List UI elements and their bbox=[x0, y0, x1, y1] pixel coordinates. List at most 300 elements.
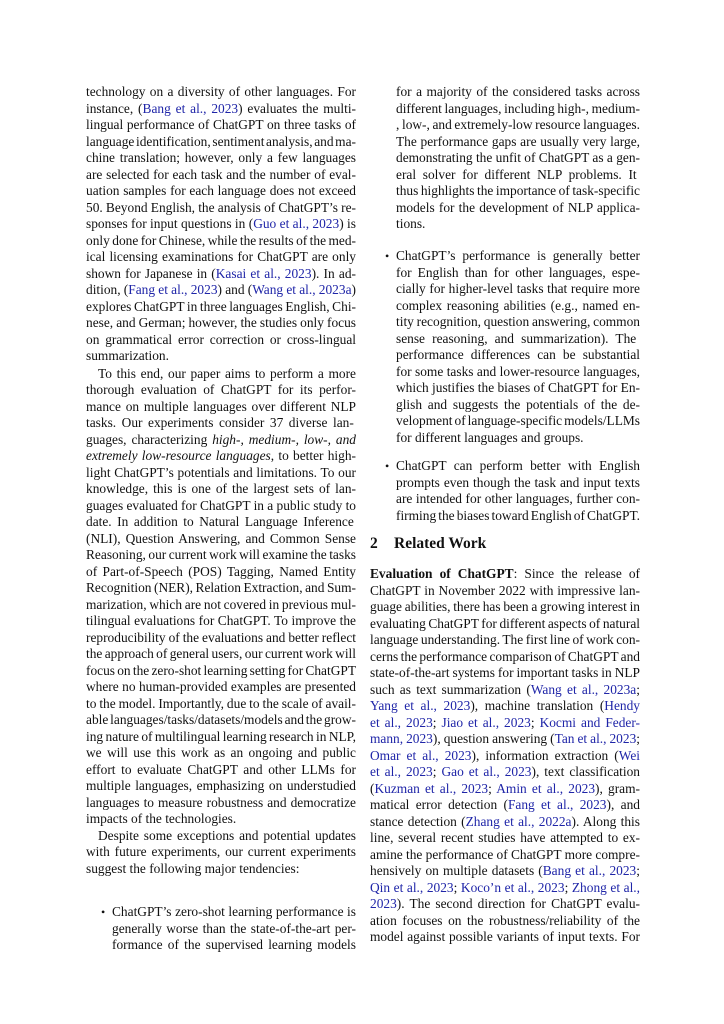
text-line bbox=[396, 347, 640, 364]
text-line-content bbox=[370, 649, 640, 666]
text-line-content bbox=[86, 117, 356, 134]
text-run: ). The second direction for ChatGPT evalu- bbox=[396, 896, 640, 911]
text-run: light ChatGPT’s potentials and limitations. To our bbox=[86, 464, 356, 480]
text-run: ; bbox=[453, 879, 461, 895]
text-run: ). Along this bbox=[571, 813, 640, 829]
citation-link[interactable]: Kuzman et al., 2023 bbox=[374, 780, 489, 796]
text-line bbox=[86, 679, 356, 696]
text-run: only done for Chinese, while the results of the med- bbox=[86, 232, 356, 248]
text-line-content bbox=[396, 200, 640, 217]
text-run: are intended for other languages, further con- bbox=[396, 491, 640, 506]
text-line-content bbox=[86, 448, 356, 465]
text-line-content bbox=[396, 458, 640, 475]
text-line bbox=[86, 663, 356, 680]
text-line-content bbox=[370, 731, 640, 748]
text-line bbox=[86, 514, 356, 531]
text-run: for English than for other languages, espe- bbox=[396, 264, 640, 280]
text-line-content bbox=[86, 150, 356, 167]
citation-link[interactable]: Hendy bbox=[604, 698, 640, 713]
text-line-content bbox=[86, 745, 356, 762]
text-line bbox=[370, 797, 640, 814]
text-line-content bbox=[86, 282, 356, 299]
text-line-content bbox=[396, 150, 640, 167]
text-run: eral solver for different NLP problems. It bbox=[396, 166, 637, 182]
text-line-content bbox=[98, 366, 356, 383]
text-run: ), and bbox=[606, 797, 640, 812]
text-line-content bbox=[370, 583, 640, 600]
text-run: ChatGPT’s performance is generally better bbox=[396, 248, 640, 263]
text-run: chine translation; however, only a few languages bbox=[86, 150, 356, 165]
text-run: performance differences can be substantial bbox=[396, 347, 640, 362]
text-line bbox=[370, 781, 640, 798]
citation-link[interactable]: Fang et al., 2023 bbox=[128, 282, 218, 297]
citation-link[interactable]: Guo et al., 2023 bbox=[253, 216, 340, 231]
text-run: multiple languages, emphasizing on understudied bbox=[86, 778, 356, 793]
text-line bbox=[396, 265, 640, 282]
text-line bbox=[86, 745, 356, 762]
text-run: impacts of the technologies. bbox=[86, 811, 237, 826]
text-line-content bbox=[86, 382, 356, 399]
text-run: amine the performance of ChatGPT more compre- bbox=[370, 846, 640, 862]
citation-link[interactable]: Kocmi and Feder- bbox=[539, 714, 640, 730]
text-line bbox=[370, 715, 640, 732]
text-run: ), machine translation ( bbox=[470, 698, 605, 713]
text-line-content bbox=[86, 233, 356, 250]
text-line bbox=[396, 216, 640, 233]
text-line bbox=[370, 583, 640, 600]
text-run: tity recognition, question answering, common bbox=[396, 314, 640, 329]
text-run: (NLI), Question Answering, and Common Sense bbox=[86, 530, 356, 546]
text-line bbox=[370, 698, 640, 715]
text-line bbox=[370, 863, 640, 880]
text-run: with future experiments, our current experiments bbox=[86, 844, 356, 859]
text-run: the approach of general users, our current work will bbox=[86, 646, 356, 661]
text-run: languages to measure robustness and democratize bbox=[86, 794, 356, 810]
text-run: state-of-the-art systems for important tasks in NLP bbox=[370, 665, 640, 680]
text-run: lingual performance of ChatGPT on three tasks of bbox=[86, 117, 356, 132]
text-line bbox=[370, 566, 640, 583]
text-line-content bbox=[86, 646, 356, 663]
text-run: Recognition (NER), Relation Extraction, and Sum- bbox=[86, 580, 356, 595]
text-line-content bbox=[396, 117, 640, 134]
text-line bbox=[86, 597, 356, 614]
text-line bbox=[86, 712, 356, 729]
text-line-content bbox=[370, 830, 640, 847]
text-run: dition, ( bbox=[86, 282, 129, 297]
text-line bbox=[112, 921, 356, 938]
text-line-content bbox=[396, 134, 640, 151]
text-line bbox=[86, 216, 356, 233]
text-run: ), information extraction ( bbox=[471, 747, 619, 763]
text-line bbox=[86, 778, 356, 795]
text-run: suggest the following major tendencies: bbox=[86, 860, 300, 876]
text-line bbox=[86, 167, 356, 184]
italic-text: high-, medium-, low-, and bbox=[212, 431, 356, 447]
text-line bbox=[396, 101, 640, 118]
text-run: tions. bbox=[396, 216, 426, 231]
text-line bbox=[396, 413, 640, 430]
text-line-content bbox=[370, 913, 640, 930]
text-line-content bbox=[112, 904, 356, 921]
text-run: instance, ( bbox=[86, 100, 143, 116]
text-line bbox=[86, 101, 356, 118]
text-run: on grammatical error correction or cross-lingual bbox=[86, 331, 356, 347]
text-line-content bbox=[396, 281, 640, 298]
text-line bbox=[370, 814, 640, 831]
text-run: sponses for input questions in ( bbox=[86, 216, 254, 231]
text-line bbox=[86, 646, 356, 663]
text-line-content bbox=[370, 715, 640, 732]
text-line bbox=[370, 847, 640, 864]
text-run: explores ChatGPT in three languages English, Chi- bbox=[86, 298, 356, 314]
bullet-icon: • bbox=[385, 249, 390, 263]
citation-link[interactable]: Zhong et al., bbox=[571, 879, 640, 895]
text-run: Despite some exceptions and potential updates bbox=[98, 827, 356, 843]
text-line-content bbox=[396, 380, 640, 397]
citation-link[interactable]: mann, 2023 bbox=[370, 731, 433, 746]
citation-link[interactable]: Tan et al., 2023 bbox=[554, 731, 637, 746]
text-run: sense reasoning, and summarization). The bbox=[396, 330, 637, 346]
text-line bbox=[396, 475, 640, 492]
section-number: 2 bbox=[370, 535, 378, 552]
text-line-content bbox=[396, 84, 640, 101]
text-line bbox=[370, 748, 640, 765]
text-line-content bbox=[86, 547, 356, 564]
text-line-content bbox=[86, 167, 356, 184]
text-line bbox=[370, 599, 640, 616]
text-run: thorough evaluation of ChatGPT for its perfor- bbox=[86, 382, 356, 397]
text-run: ) is bbox=[339, 216, 356, 231]
text-line-content bbox=[370, 566, 640, 583]
text-line bbox=[396, 134, 640, 151]
text-run: demonstrating the unfit of ChatGPT as a gen- bbox=[396, 150, 640, 165]
citation-link[interactable]: et al., 2023 bbox=[370, 714, 433, 730]
text-line-content bbox=[86, 84, 356, 101]
text-run: ). In ad- bbox=[311, 265, 356, 281]
citation-link[interactable]: Yang et al., 2023 bbox=[370, 698, 471, 713]
citation-link[interactable]: Amin et al., 2023 bbox=[496, 780, 596, 796]
tendency-bullet-1-continued bbox=[370, 84, 640, 233]
text-run: ; bbox=[432, 714, 442, 730]
text-line bbox=[86, 183, 356, 200]
text-line bbox=[370, 830, 640, 847]
text-line-content bbox=[396, 265, 640, 282]
text-line-content bbox=[396, 298, 640, 315]
text-line-content bbox=[86, 663, 356, 680]
text-line-content bbox=[86, 844, 356, 861]
text-line-content bbox=[370, 896, 640, 913]
text-run: technology on a diversity of other languages. For bbox=[86, 84, 356, 99]
text-run: for some tasks and lower-resource languages, bbox=[396, 363, 640, 379]
text-line bbox=[86, 249, 356, 266]
citation-link[interactable]: et al., 2023 bbox=[370, 764, 433, 779]
text-line bbox=[86, 84, 356, 101]
text-run: ChatGPT can perform better with English bbox=[396, 458, 640, 473]
text-line bbox=[396, 458, 640, 475]
citation-link[interactable]: Bang et al., 2023 bbox=[142, 100, 239, 116]
text-run: To this end, our paper aims to perform a more bbox=[98, 365, 356, 381]
text-line bbox=[396, 397, 640, 414]
text-line bbox=[86, 844, 356, 861]
text-run: velopment of language-specific models/LLMs bbox=[396, 413, 640, 428]
text-run: guages evaluated for ChatGPT in a public study to bbox=[86, 497, 356, 513]
text-run: guage abilities, there has been a growing interest in bbox=[370, 599, 640, 614]
tendency-bullet-1 bbox=[86, 904, 356, 954]
text-line-content bbox=[86, 597, 356, 614]
text-line bbox=[86, 811, 356, 828]
text-line bbox=[112, 937, 356, 954]
text-line bbox=[86, 150, 356, 167]
intro-paragraph-3 bbox=[86, 828, 356, 878]
text-run: where no human-provided examples are presented bbox=[86, 679, 356, 694]
text-line-content bbox=[396, 216, 425, 233]
text-line-content bbox=[396, 101, 640, 118]
text-line-content bbox=[86, 299, 356, 316]
intro-paragraph-1 bbox=[86, 84, 356, 365]
text-line-content bbox=[370, 599, 640, 616]
text-line bbox=[370, 731, 640, 748]
text-run: ChatGPT’s zero-shot learning performance is bbox=[112, 904, 356, 919]
text-run: The performance gaps are usually very large, bbox=[396, 133, 640, 149]
text-line-content bbox=[370, 698, 640, 715]
citation-link[interactable]: Wang et al., 2023a bbox=[530, 681, 637, 697]
text-line bbox=[86, 762, 356, 779]
text-run: shown for Japanese in ( bbox=[86, 265, 216, 281]
text-line bbox=[396, 200, 640, 217]
text-line-content bbox=[370, 847, 640, 864]
text-run: uation samples for each language does not exceed bbox=[86, 183, 356, 198]
text-run: such as text summarization ( bbox=[370, 681, 531, 697]
text-line bbox=[86, 498, 356, 515]
text-line bbox=[86, 315, 356, 332]
text-line bbox=[86, 795, 356, 812]
text-run: effort to evaluate ChatGPT and other LLMs for bbox=[86, 761, 356, 777]
text-run: able languages/tasks/datasets/models and the grow- bbox=[86, 712, 356, 727]
text-line bbox=[396, 248, 640, 265]
citation-link[interactable]: Zhang et al., 2022a bbox=[465, 813, 572, 829]
text-run: prompts even though the task and input texts bbox=[396, 474, 640, 490]
text-line bbox=[396, 281, 640, 298]
text-line bbox=[112, 904, 356, 921]
text-run: thus highlights the importance of task-specific bbox=[396, 183, 640, 198]
text-line bbox=[86, 696, 356, 713]
text-line-content bbox=[370, 665, 640, 682]
text-run: are selected for each task and the number of eval- bbox=[86, 166, 356, 182]
tendency-bullet-2 bbox=[370, 248, 640, 446]
text-line-content bbox=[370, 814, 640, 831]
text-run: glish and suggests the potentials of the de- bbox=[396, 396, 640, 412]
text-line-content bbox=[396, 475, 640, 492]
text-run: formance of the supervised learning models bbox=[112, 937, 356, 952]
text-line bbox=[370, 896, 640, 913]
italic-text: extremely low-resource languages bbox=[86, 448, 271, 463]
text-line-content bbox=[396, 167, 637, 184]
text-run: ical licensing examinations for ChatGPT are only bbox=[86, 249, 356, 264]
text-run: cially for higher-level tasks that require more bbox=[396, 281, 640, 296]
text-line bbox=[396, 331, 640, 348]
text-line bbox=[86, 580, 356, 597]
text-line bbox=[86, 332, 356, 349]
text-line bbox=[370, 880, 640, 897]
text-line bbox=[86, 415, 356, 432]
text-line bbox=[396, 508, 640, 525]
text-line-content bbox=[86, 216, 356, 233]
citation-link[interactable]: 2023 bbox=[370, 896, 397, 911]
text-line-content bbox=[86, 134, 356, 151]
text-run: different languages, including high-, medium- bbox=[396, 100, 640, 116]
bullet-icon: • bbox=[101, 905, 106, 919]
text-line-content bbox=[396, 413, 640, 430]
text-line-content bbox=[370, 748, 640, 765]
text-run: of Part-of-Speech (POS) Tagging, Named Entity bbox=[86, 563, 356, 579]
text-line-content bbox=[370, 682, 640, 699]
text-line-content bbox=[86, 332, 356, 349]
text-line bbox=[86, 382, 356, 399]
citation-link[interactable]: Bang et al., 2023 bbox=[542, 863, 637, 878]
text-line bbox=[396, 491, 640, 508]
text-line-content bbox=[370, 880, 640, 897]
text-run: summarization. bbox=[86, 348, 169, 363]
text-run: ; bbox=[636, 681, 640, 697]
text-line bbox=[86, 448, 356, 465]
text-line-content bbox=[86, 101, 356, 118]
text-line bbox=[86, 613, 356, 630]
text-run: ), question answering ( bbox=[432, 731, 555, 746]
text-line bbox=[86, 861, 356, 878]
text-line-content bbox=[370, 632, 640, 649]
text-run: which justifies the biases of ChatGPT for En- bbox=[396, 380, 640, 395]
text-line bbox=[86, 134, 356, 151]
text-line-content bbox=[86, 498, 356, 515]
text-line-content bbox=[370, 797, 640, 814]
text-line-content bbox=[86, 399, 356, 416]
text-line bbox=[86, 531, 356, 548]
intro-paragraph-2 bbox=[86, 366, 356, 828]
text-run: , low-, and extremely-low resource languages. bbox=[396, 117, 640, 132]
text-line-content bbox=[86, 415, 354, 432]
text-run: nese, and German; however, the studies only focus bbox=[86, 315, 356, 330]
citation-link[interactable]: Jiao et al., 2023 bbox=[441, 714, 531, 730]
text-run: for a majority of the considered tasks across bbox=[396, 84, 640, 99]
text-line-content bbox=[112, 921, 356, 938]
text-line bbox=[370, 929, 640, 946]
text-run: 50. Beyond English, the analysis of ChatGPT’s re- bbox=[86, 199, 356, 215]
citation-link[interactable]: Wei bbox=[618, 747, 640, 763]
text-line-content bbox=[86, 861, 299, 878]
text-line-content bbox=[396, 248, 640, 265]
text-line bbox=[396, 150, 640, 167]
text-line-content bbox=[396, 491, 640, 508]
text-run: model against possible variants of input texts. For bbox=[370, 929, 640, 944]
text-run: ), text classification bbox=[531, 764, 640, 779]
text-run: marization, which are not covered in previous mul- bbox=[86, 596, 356, 612]
text-line bbox=[370, 682, 640, 699]
text-run: firming the biases toward English of ChatGPT. bbox=[396, 507, 640, 523]
text-line bbox=[86, 299, 356, 316]
text-run: knowledge, this is one of the largest sets of lan- bbox=[86, 481, 356, 496]
text-run: complex reasoning abilities (e.g., named en- bbox=[396, 297, 640, 313]
text-line-content bbox=[370, 781, 640, 798]
text-run: date. In addition to Natural Language Inference bbox=[86, 514, 354, 529]
citation-link[interactable]: Kasai et al., 2023 bbox=[215, 265, 312, 281]
text-run: Reasoning, our current work will examine the tasks bbox=[86, 547, 356, 562]
text-run: ChatGPT in November 2022 with impressive lan- bbox=[370, 582, 640, 598]
text-line-content bbox=[370, 863, 640, 880]
text-line bbox=[396, 314, 640, 331]
text-line-content bbox=[86, 432, 356, 449]
text-run: ), gram- bbox=[595, 780, 640, 796]
text-line bbox=[396, 380, 640, 397]
citation-link[interactable]: Gao et al., 2023 bbox=[441, 764, 532, 779]
text-line bbox=[396, 167, 640, 184]
text-run: hensively on multiple datasets ( bbox=[370, 863, 543, 878]
text-line bbox=[86, 630, 356, 647]
text-line-content bbox=[396, 364, 640, 381]
citation-link[interactable]: Koco’n et al., 2023 bbox=[460, 879, 565, 895]
text-run: ; bbox=[564, 879, 572, 895]
text-line bbox=[86, 366, 356, 383]
citation-link[interactable]: Fang et al., 2023 bbox=[507, 797, 607, 812]
text-line bbox=[86, 200, 356, 217]
text-run: tasks. Our experiments consider 37 diverse lan- bbox=[86, 415, 354, 430]
text-line-content bbox=[396, 430, 584, 447]
text-run: we will use this work as an ongoing and public bbox=[86, 745, 356, 760]
text-line-content bbox=[86, 795, 356, 812]
text-line-content bbox=[396, 331, 636, 348]
text-line-content bbox=[86, 696, 356, 713]
text-line bbox=[86, 481, 356, 498]
text-line bbox=[396, 430, 640, 447]
text-run: ) bbox=[351, 282, 356, 297]
text-line-content bbox=[98, 828, 356, 845]
text-run: reproducibility of the evaluations and better reflect bbox=[86, 629, 356, 645]
text-line bbox=[86, 399, 356, 416]
text-run: mance on multiple languages over different NLP bbox=[86, 398, 356, 414]
text-run: ; bbox=[636, 863, 640, 878]
text-run: ing nature of multilingual learning research in NLP, bbox=[86, 728, 356, 744]
text-line bbox=[86, 547, 356, 564]
text-line bbox=[86, 266, 356, 283]
text-line-content bbox=[370, 929, 640, 946]
text-line bbox=[370, 665, 640, 682]
text-line-content bbox=[86, 200, 356, 217]
text-run: language identification, sentiment analysis, and ma- bbox=[86, 133, 356, 149]
text-run: matical error detection ( bbox=[370, 797, 508, 812]
text-line bbox=[370, 764, 640, 781]
text-line-content bbox=[86, 531, 356, 548]
text-run: ; bbox=[530, 714, 540, 730]
text-run: tilingual evaluations for ChatGPT. To improve the bbox=[86, 613, 356, 628]
text-line bbox=[396, 84, 640, 101]
citation-link[interactable]: Omar et al., 2023 bbox=[370, 747, 472, 763]
text-line bbox=[86, 564, 356, 581]
text-line bbox=[370, 913, 640, 930]
text-line-content bbox=[396, 314, 640, 331]
text-line-content bbox=[86, 481, 356, 498]
text-run: evaluating ChatGPT for different aspects of natural bbox=[370, 615, 640, 631]
citation-link[interactable]: Wang et al., 2023a bbox=[252, 282, 352, 297]
text-line bbox=[396, 117, 640, 134]
related-work-paragraph bbox=[370, 566, 640, 946]
text-line bbox=[86, 233, 356, 250]
text-line bbox=[86, 729, 356, 746]
text-line-content bbox=[370, 764, 640, 781]
text-run: : Since the release of bbox=[513, 566, 640, 581]
text-line bbox=[370, 632, 640, 649]
text-line-content bbox=[396, 397, 640, 414]
text-run: models for the development of NLP applica- bbox=[396, 199, 640, 215]
citation-link[interactable]: Qin et al., 2023 bbox=[370, 879, 454, 895]
